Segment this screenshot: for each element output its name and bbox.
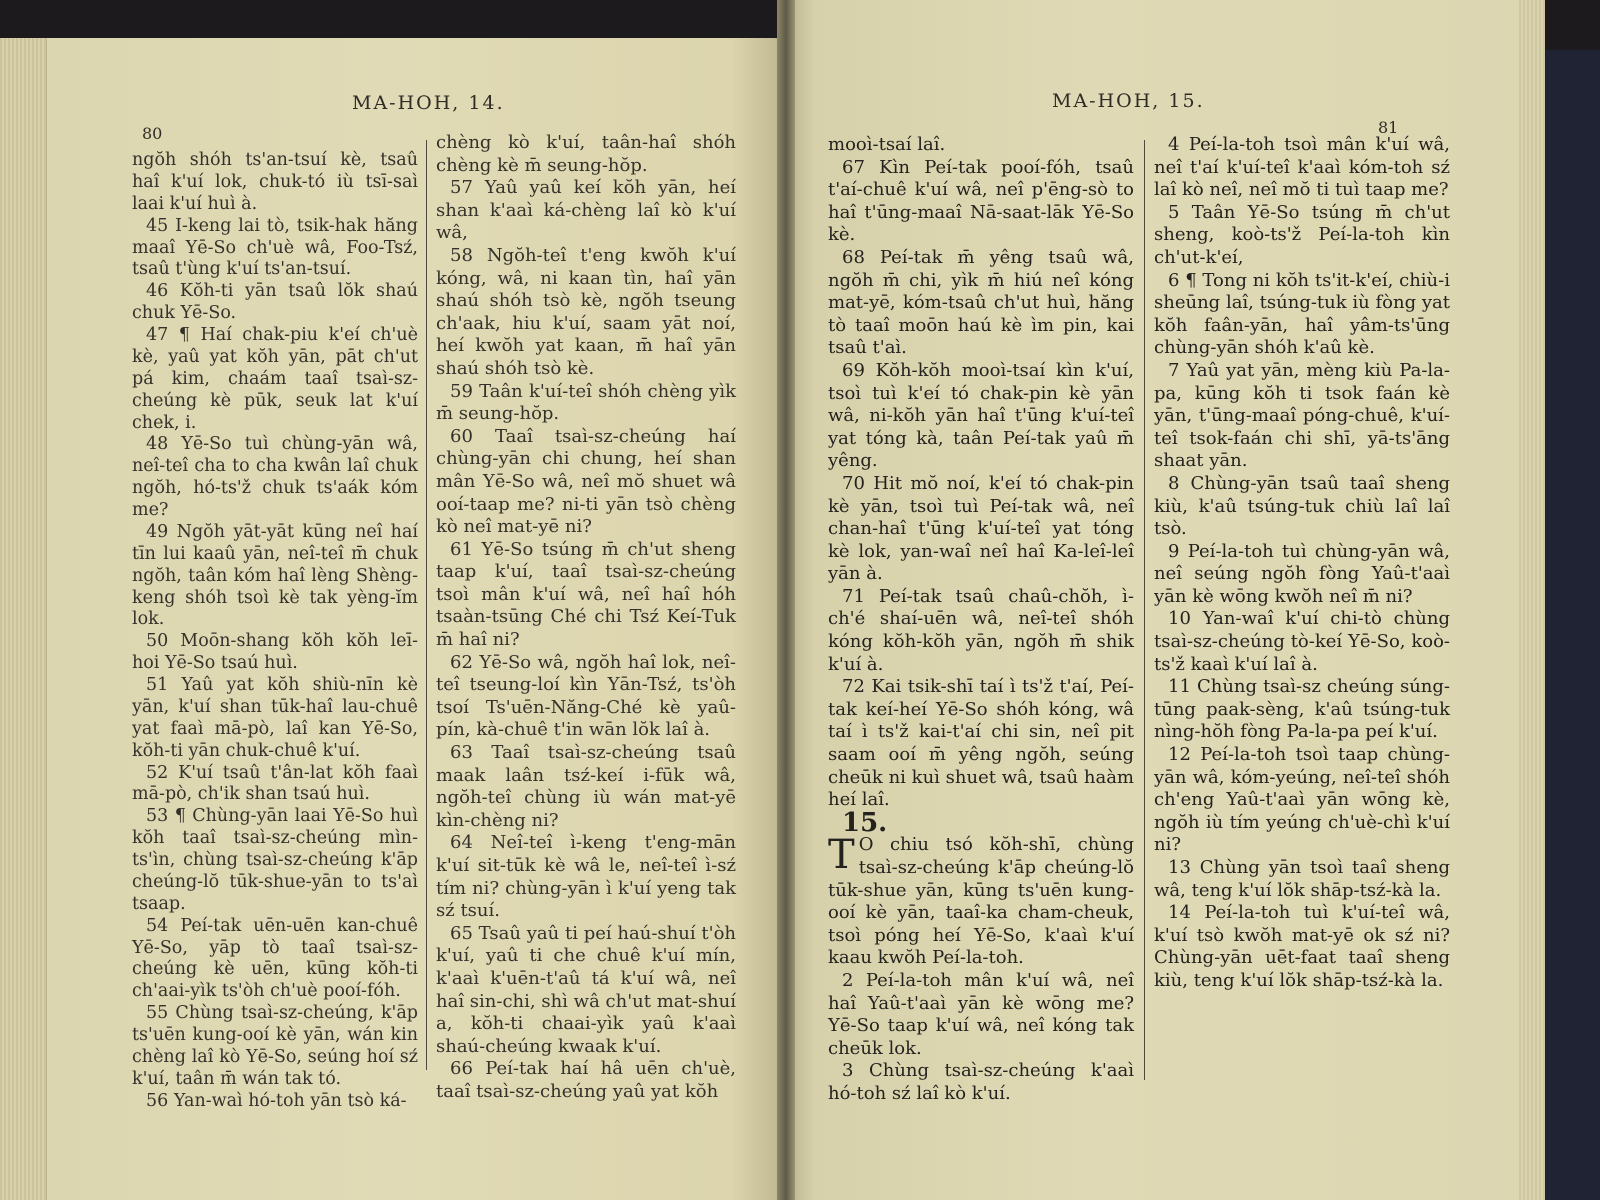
verse bbox=[828, 834, 1134, 970]
verse: 54 Peí-tak uēn-uēn kan-chuê Yē-So, yāp tò taaî tsaì-sz-cheúng kè uēn, kūng kŏh-ti ch'aai-yìk ts'òh ch'uè pooí-fóh. bbox=[132, 915, 418, 1002]
verse: 68 Peí-tak m̄ yêng tsaû wâ, ngŏh m̄ chi, yìk m̄ hiú neî kóng mat-yē, kóm-tsaû ch'ut huì, hăng tò taaî moōn haú kè ìm pin, kai tsaû t'aì. bbox=[828, 246, 1134, 359]
verse: 7 Yaû yat yān, mèng kiù Pa-la-pa, kūng kŏh ti tsok faán kè yān, t'ūng-maaî póng-chuê, k'uí-teî tsok-faán chi shī, yā-ts'āng shaat yān. bbox=[1154, 359, 1450, 472]
book-gutter bbox=[777, 0, 795, 1200]
verse: 12 Peí-la-toh tsoì taap chùng-yān wâ, kóm-yeúng, neî-teî shóh ch'eng Yaû-t'aaì yān wōng kè, ngŏh iù tím yeúng ch'uè-chì k'uí ni? bbox=[1154, 744, 1450, 856]
verse: 57 Yaû yaû keí kŏh yān, heí shan k'aaì ká-chèng laî kò k'uí wâ, bbox=[436, 177, 736, 244]
left-page-column-1 bbox=[132, 150, 418, 1113]
left-page-column-2 bbox=[436, 132, 736, 1104]
verse: 53 ¶ Chùng-yān laai Yē-So huì kŏh taaî tsaì-sz-cheúng mìn-ts'ìn, chùng tsaì-sz-cheúng k'āp cheúng-lŏ tūk-shue-yān to ts'aì tsaap. bbox=[132, 806, 418, 914]
verse: 50 Moōn-shang kŏh kŏh leī-hoi Yē-So tsaú huì. bbox=[132, 631, 418, 674]
verse: 46 Kŏh-ti yān tsaû lŏk shaú chuk Yē-So. bbox=[132, 281, 418, 324]
verse: 55 Chùng tsaì-sz-cheúng, k'āp ts'uēn kung-ooí kè yān, wán kin chèng laî kò Yē-So, seúng hoí sź k'uí, taân m̄ wán tak tó. bbox=[132, 1003, 418, 1089]
verse: 9 Peí-la-toh tuì chùng-yān wâ, neî seúng ngŏh fòng Yaû-t'aaì yān kè wōng kwŏh neî m̄ ni? bbox=[1154, 540, 1450, 607]
verse: 61 Yē-So tsúng m̄ ch'ut sheng taap k'uí, taaî tsaì-sz-cheúng tsoì mân k'uí wâ, neî haî hóh tsaàn-tsūng Ché chi Tsź Keí-Tuk m̄ haî ni? bbox=[436, 538, 736, 651]
verse: 8 Chùng-yān tsaû taaî sheng kiù, k'aû tsúng-tuk chiù laî laî tsò. bbox=[1154, 472, 1450, 540]
verse: 13 Chùng yān tsoì taaî sheng wâ, teng k'uí lŏk shāp-tsź-kà la. bbox=[1154, 857, 1450, 901]
verse: ngŏh shóh ts'an-tsuí kè, tsaû haî k'uí lok, chuk-tó iù tsī-saì laai k'uí huì à. bbox=[132, 150, 418, 214]
verse: 14 Peí-la-toh tuì k'uí-teî wâ, k'uí tsò kwŏh mat-yē ok sź ni? Chùng-yān uēt-faat taaî sheng kiù, teng k'uí lŏk shāp-tsź-kà la. bbox=[1154, 902, 1450, 991]
verse: 64 Neî-teî ì-keng t'eng-mān k'uí sit-tūk kè wâ le, neî-teî ì-sź tím ni? chùng-yān ì k'uí yeng tak sź tsuí. bbox=[436, 832, 736, 922]
running-header-right: MA-HOH, 15. bbox=[1052, 90, 1205, 112]
verse: 72 Kai tsik-shī taí ì ts'ž t'aí, Peí-tak keí-heí Yē-So shóh kóng, wâ taí ì ts'ž kai-t'aí chi sin, neî pit saam ooí m̄ yêng ngŏh, seúng cheūk ni kuì shuet wâ, tsaû haàm heí laî. bbox=[828, 676, 1134, 811]
verse: 58 Ngŏh-teî t'eng kwŏh k'uí kóng, wâ, ni kaan tìn, haî yān shaú shóh tsò kè, ngŏh tseung ch'aak, hiu k'uí, saam yāt noí, heí kwŏh yat kaan, m̄ haî yān shaú shóh tsò kè. bbox=[436, 244, 736, 379]
column-rule-left bbox=[426, 140, 427, 1070]
verse: 65 Tsaû yaû ti peí haú-shuí t'òh k'uí, yaû ti che chuê k'uí mín, k'aaì k'uēn-t'aû tá k'uí wâ, neî haî sin-chi, shì wâ ch'ut mat-shuí a, kŏh-ti chaai-yìk yaû k'aaì shaú-cheúng kwaak k'uí. bbox=[436, 922, 736, 1057]
chapter-lead-text: O chiu tsó kŏh-shī, chùng tsaì-sz-cheúng k'āp cheúng-lŏ tūk-shue yān, kūng ts'uēn kung-ooí kè yān, taaî-ka cham-cheuk, tsoì póng heí Yē-So, k'aaì k'uí kaau kwŏh Peí-la-toh. bbox=[828, 834, 1134, 969]
book-cover-edge bbox=[1540, 50, 1600, 1200]
right-page-edge bbox=[1519, 0, 1545, 1200]
page-number-right: 81 bbox=[1378, 118, 1399, 137]
verse: 71 Peí-tak tsaû chaû-chŏh, ì-ch'é shaí-uēn wâ, neî-teî shóh kóng kŏh-kŏh yān, ngŏh m̄ shik k'uí à. bbox=[828, 585, 1134, 675]
right-page-column-1 bbox=[828, 134, 1134, 1106]
column-rule-right bbox=[1144, 140, 1145, 1080]
verse: 45 I-keng lai tò, tsik-hak hăng maaî Yē-So ch'uè wâ, Foo-Tsź, tsaû t'ùng k'uí ts'an-tsuí. bbox=[132, 215, 418, 280]
right-page-column-2 bbox=[1154, 134, 1450, 993]
verse: chèng kò k'uí, taân-haî shóh chèng kè m̄ seung-hŏp. bbox=[436, 132, 736, 176]
verse: 62 Yē-So wâ, ngŏh haî lok, neî-teî tseung-loí kìn Yān-Tsź, ts'òh tsoí Ts'uēn-Năng-Ché kè yaû-pín, kà-chuê t'in wān lŏk laî à. bbox=[436, 651, 736, 741]
verse: 2 Peí-la-toh mân k'uí wâ, neî haî Yaû-t'aaì yān kè wōng me? Yē-So taap k'uí wâ, neî kóng tak cheūk lok. bbox=[828, 969, 1134, 1059]
verse: 63 Taaî tsaì-sz-cheúng tsaû maak laân tsź-keí i-fūk wâ, ngŏh-teî chùng iù wán mat-yē kìn-chèng ni? bbox=[436, 742, 736, 831]
verse: 47 ¶ Haí chak-piu k'eí ch'uè kè, yaû yat kŏh yān, pāt ch'ut pá kim, chaám taaî tsaì-sz-cheúng kè pūk, seuk lat k'uí chek, i. bbox=[132, 325, 418, 433]
verse: 59 Taân k'uí-teî shóh chèng yìk m̄ seung-hŏp. bbox=[436, 380, 736, 425]
left-page-edge bbox=[0, 38, 47, 1200]
page-number-left: 80 bbox=[142, 124, 163, 143]
verse: 49 Ngŏh yāt-yāt kūng neî haí tīn lui kaaû yān, neî-teî m̄ chuk ngŏh, taân kóm haî lèng Shèng-keng shóh tsoì kè tak yèng-ĭm lok. bbox=[132, 521, 418, 630]
verse: 11 Chùng tsaì-sz cheúng súng-tūng paak-sèng, k'aû tsúng-tuk nìng-hŏh fòng Pa-la-pa peí k'uí. bbox=[1154, 676, 1450, 743]
verse: 52 K'uí tsaû t'ân-lat kŏh faaì mā-pò, ch'ik shan tsaú huì. bbox=[132, 762, 418, 805]
verse: 51 Yaû yat kŏh shiù-nīn kè yān, k'uí shan tūk-haî lau-chuê yat faaì mā-pò, laî kan Yē-So, kŏh-ti yān chuk-chuê k'uí. bbox=[132, 675, 418, 761]
verse: 69 Kŏh-kŏh mooì-tsaí kìn k'uí, tsoì tuì k'eí tó chak-pin kè yān wâ, ni-kŏh yān haî t'ūng k'uí-teî yat tóng kà, taân Peí-tak yaû m̄ yêng. bbox=[828, 359, 1134, 472]
verse: 66 Peí-tak haí hâ uēn ch'uè, taaî tsaì-sz-cheúng yaû yat kŏh bbox=[436, 1058, 736, 1102]
verse: 70 Hit mŏ noí, k'eí tó chak-pin kè yān, tsoì tuì Peí-tak wâ, neî chan-haî t'ūng k'uí-teî yat tóng kè lok, yan-waî neî haî Ka-leî-leî yān à. bbox=[828, 472, 1134, 585]
verse: 56 Yan-waì hó-toh yān tsò ká- bbox=[146, 1090, 407, 1111]
chapter-number: 15. bbox=[842, 807, 888, 838]
verse: 10 Yan-waî k'uí chi-tò chùng tsaì-sz-cheúng tò-keí Yē-So, koò-ts'ž kaaì k'uí laî à. bbox=[1154, 608, 1450, 675]
verse: 5 Taân Yē-So tsúng m̄ ch'ut sheng, koò-ts'ž Peí-la-toh kìn ch'ut-k'eí, bbox=[1154, 201, 1450, 268]
verse: mooì-tsaí laî. bbox=[828, 134, 946, 155]
verse: 60 Taaî tsaì-sz-cheúng haí chùng-yān chi chung, heí shan mân Yē-So wâ, neî mŏ shuet wâ ooí-taap me? ni-ti yān tsò chèng kò neî mat-yē ni? bbox=[436, 425, 736, 538]
verse: 6 ¶ Tong ni kŏh ts'it-k'eí, chiù-i sheūng laî, tsúng-tuk iù fòng yat kŏh faân-yān, haî yâm-ts'ūng chùng-yān shóh k'aû kè. bbox=[1154, 269, 1450, 359]
drop-cap: T bbox=[828, 832, 855, 879]
running-header-left: MA-HOH, 14. bbox=[352, 92, 505, 114]
verse: 3 Chùng tsaì-sz-cheúng k'aaì hó-toh sź laî kò k'uí. bbox=[828, 1060, 1134, 1104]
verse: 4 Peí-la-toh tsoì mân k'uí wâ, neî t'aí k'uí-teî k'aaì kóm-toh sź laî kò neî, neî mŏ ti tuì taap me? bbox=[1154, 134, 1450, 201]
verse: 48 Yē-So tuì chùng-yān wâ, neî-teî cha to cha kwân laî chuk ngŏh, hó-ts'ž chuk ts'aák kóm me? bbox=[132, 434, 418, 520]
verse: 67 Kìn Peí-tak pooí-fóh, tsaû t'aí-chuê k'uí wâ, neî p'ēng-sò to haî t'ūng-maaî Nā-saat-lāk Yē-So kè. bbox=[828, 156, 1134, 246]
